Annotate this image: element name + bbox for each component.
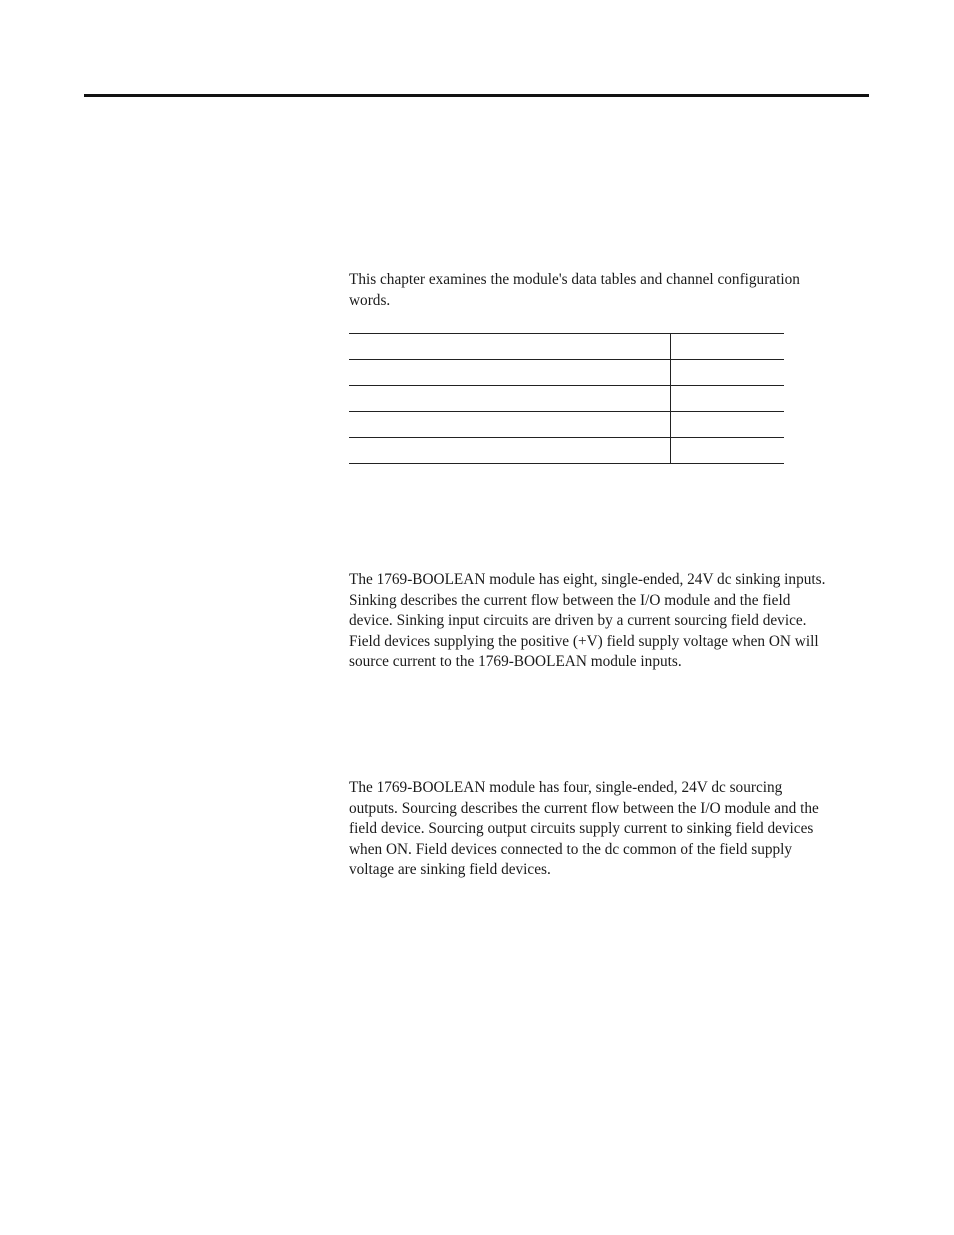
topic-cell [349, 360, 671, 386]
table-row [349, 412, 784, 438]
contents-table [349, 333, 784, 464]
topic-cell [349, 386, 671, 412]
page-cell [671, 360, 785, 386]
topic-cell [349, 334, 671, 360]
page-cell [671, 412, 785, 438]
page-cell [671, 334, 785, 360]
topic-cell [349, 412, 671, 438]
inputs-paragraph: The 1769-BOOLEAN module has eight, single-ended, 24V dc sinking inputs. Sinking describes the current flow between the I/O module and the field device. Sinking input circuits are driven by a current sourcing field device. Field devices supplying the positive (+V) field supply voltage when ON will source current to the 1769-BOOLEAN module inputs. [349, 571, 826, 671]
table-row [349, 334, 784, 360]
table-row [349, 438, 784, 464]
outputs-paragraph: The 1769-BOOLEAN module has four, single-ended, 24V dc sourcing outputs. Sourcing describes the current flow between the I/O module and the field device. Sourcing output circuits supply current to sinking field devices when ON. Field devices connected to the dc common of the field supply voltage are sinking field devices. [349, 779, 819, 879]
page-cell [671, 438, 785, 464]
table-row [349, 360, 784, 386]
header-rule [84, 94, 869, 97]
topic-cell [349, 438, 671, 464]
page-cell [671, 386, 785, 412]
intro-paragraph: This chapter examines the module's data tables and channel configuration words. [349, 271, 800, 309]
table-row [349, 386, 784, 412]
